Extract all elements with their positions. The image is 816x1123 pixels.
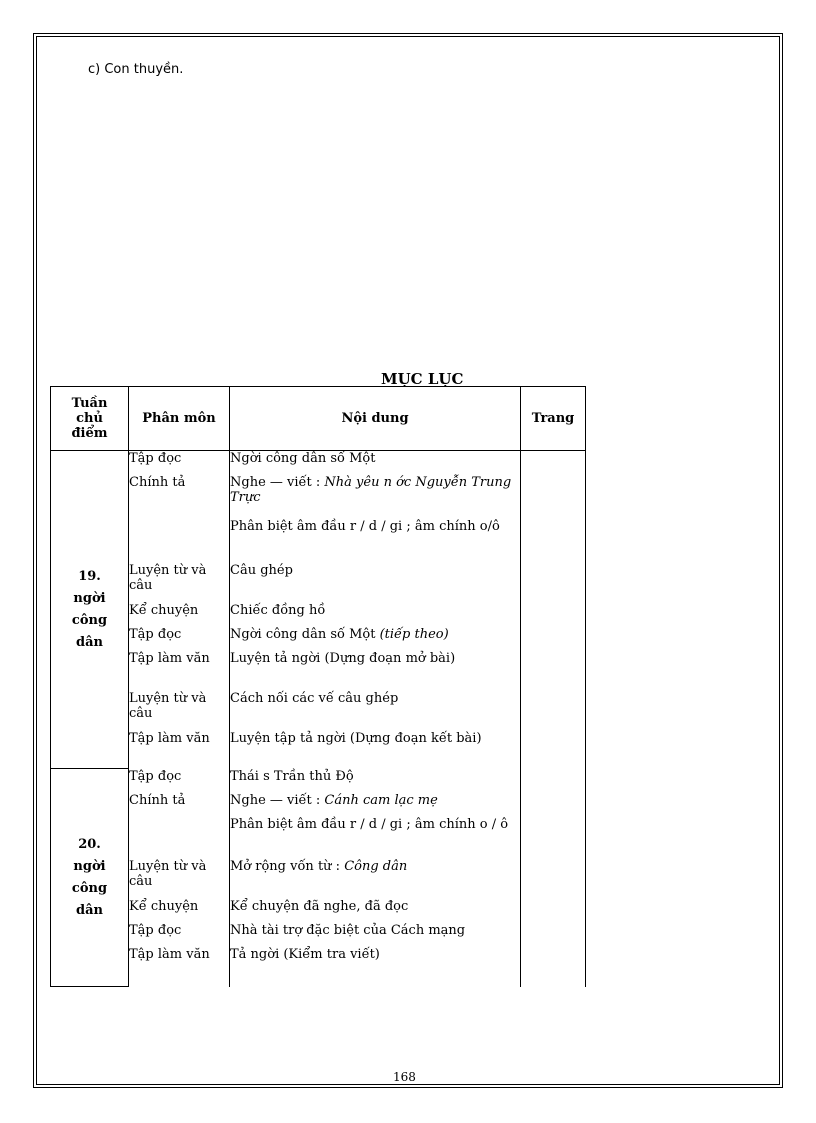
page-cell bbox=[521, 731, 586, 769]
content-cell bbox=[230, 475, 521, 519]
subject-cell: Tập đọc bbox=[129, 451, 230, 475]
content-text: Ngời công dân số Một bbox=[230, 626, 380, 642]
subject-cell: Kể chuyện bbox=[129, 899, 230, 923]
subject-cell: Chính tả bbox=[129, 793, 230, 817]
subject-cell: Luyện từ và câu bbox=[129, 859, 230, 899]
content-cell bbox=[230, 731, 521, 769]
header-page: Trang bbox=[521, 387, 586, 451]
page-cell bbox=[521, 691, 586, 731]
content-cell bbox=[230, 627, 521, 651]
subject-cell: Chính tả bbox=[129, 475, 230, 519]
content-italic: (tiếp theo) bbox=[379, 626, 449, 642]
page-cell bbox=[521, 627, 586, 651]
toc-body bbox=[51, 451, 586, 987]
content-cell bbox=[230, 793, 521, 817]
table-row bbox=[51, 923, 586, 947]
page-cell bbox=[521, 859, 586, 899]
page-cell bbox=[521, 451, 586, 475]
subject-cell: Luyện từ và câu bbox=[129, 691, 230, 731]
content-italic: Cánh cam lạc mẹ bbox=[324, 792, 438, 808]
content-cell bbox=[230, 947, 521, 987]
toc-title: MỤC LỤC bbox=[381, 370, 464, 388]
page-cell bbox=[521, 563, 586, 603]
table-row bbox=[51, 899, 586, 923]
subject-cell: Tập đọc bbox=[129, 769, 230, 793]
header-week-line: Tuần bbox=[71, 396, 108, 411]
content-italic: Công dân bbox=[344, 858, 408, 874]
content-cell bbox=[230, 769, 521, 793]
page-cell bbox=[521, 899, 586, 923]
header-week-topic bbox=[51, 387, 129, 451]
page-cell bbox=[521, 947, 586, 987]
subject-cell: Tập đọc bbox=[129, 923, 230, 947]
week-topic-line: công bbox=[71, 880, 108, 896]
content-cell bbox=[230, 603, 521, 627]
subject-cell: Luyện từ và câu bbox=[129, 563, 230, 603]
content-cell bbox=[230, 651, 521, 691]
page-cell bbox=[521, 769, 586, 793]
table-row bbox=[51, 947, 586, 987]
table-row bbox=[51, 793, 586, 817]
page-cell bbox=[521, 651, 586, 691]
content-cell bbox=[230, 817, 521, 859]
table-row bbox=[51, 651, 586, 691]
page-cell bbox=[521, 603, 586, 627]
table-row bbox=[51, 519, 586, 563]
content-cell bbox=[230, 899, 521, 923]
content-text: Chiếc đồng hồ bbox=[230, 602, 326, 618]
week-topic-line: dân bbox=[76, 902, 103, 918]
content-text: Nghe — viết : bbox=[230, 792, 325, 808]
table-row bbox=[51, 563, 586, 603]
week-topic-cell bbox=[51, 451, 129, 769]
content-text: Phân biệt âm đầu r / d / gi ; âm chính o / ô bbox=[230, 816, 509, 832]
week-topic-line: ngời bbox=[73, 858, 106, 874]
week-topic-line: 19. bbox=[78, 568, 101, 584]
table-row bbox=[51, 731, 586, 769]
header-week-line: chủ bbox=[76, 411, 103, 426]
table-row bbox=[51, 603, 586, 627]
table-row bbox=[51, 859, 586, 899]
page-number: 168 bbox=[393, 1070, 416, 1084]
content-cell bbox=[230, 923, 521, 947]
option-c: c) Con thuyền. bbox=[88, 62, 184, 77]
page-cell bbox=[521, 793, 586, 817]
subject-cell: Kể chuyện bbox=[129, 603, 230, 627]
table-row bbox=[51, 451, 586, 475]
content-text: Thái s Trần thủ Độ bbox=[230, 768, 354, 784]
content-text: Luyện tập tả ngời (Dựng đoạn kết bài) bbox=[230, 730, 482, 746]
content-text: Cách nối các vế câu ghép bbox=[230, 690, 399, 706]
page-cell bbox=[521, 475, 586, 519]
week-topic-line: công bbox=[71, 612, 108, 628]
subject-cell: Tập làm văn bbox=[129, 947, 230, 987]
content-cell bbox=[230, 451, 521, 475]
header-content: Nội dung bbox=[230, 387, 521, 451]
content-text: Nghe — viết : bbox=[230, 474, 325, 490]
content-text: Luyện tả ngời (Dựng đoạn mở bài) bbox=[230, 650, 456, 666]
table-row bbox=[51, 769, 586, 793]
subject-cell: Tập làm văn bbox=[129, 651, 230, 691]
table-row bbox=[51, 817, 586, 859]
content-text: Tả ngời (Kiểm tra viết) bbox=[230, 946, 380, 962]
week-topic-cell bbox=[51, 769, 129, 987]
page-cell bbox=[521, 923, 586, 947]
subject-cell bbox=[129, 519, 230, 563]
content-text: Phân biệt âm đầu r / d / gi ; âm chính o/ô bbox=[230, 518, 500, 534]
toc-table bbox=[50, 386, 586, 987]
week-topic-line: ngời bbox=[73, 590, 106, 606]
content-cell bbox=[230, 563, 521, 603]
table-row bbox=[51, 691, 586, 731]
content-text: Câu ghép bbox=[230, 562, 293, 578]
content-cell bbox=[230, 519, 521, 563]
content-italic: Nhà yêu n ớc Nguyễn Trung Trực bbox=[230, 474, 512, 505]
page-cell bbox=[521, 817, 586, 859]
content-cell bbox=[230, 691, 521, 731]
table-row bbox=[51, 475, 586, 519]
page-cell bbox=[521, 519, 586, 563]
week-topic-line: dân bbox=[76, 634, 103, 650]
content-text: Kể chuyện đã nghe, đã đọc bbox=[230, 898, 409, 914]
subject-cell: Tập làm văn bbox=[129, 731, 230, 769]
content-text: Mở rộng vốn từ : bbox=[230, 858, 345, 874]
subject-cell bbox=[129, 817, 230, 859]
content-cell bbox=[230, 859, 521, 899]
header-week-line: điểm bbox=[71, 426, 108, 441]
content-text: Ngời công dân số Một bbox=[230, 451, 376, 466]
header-subject: Phân môn bbox=[129, 387, 230, 451]
week-topic-line: 20. bbox=[78, 836, 101, 852]
content-text: Nhà tài trợ đặc biệt của Cách mạng bbox=[230, 922, 466, 938]
table-row bbox=[51, 627, 586, 651]
subject-cell: Tập đọc bbox=[129, 627, 230, 651]
